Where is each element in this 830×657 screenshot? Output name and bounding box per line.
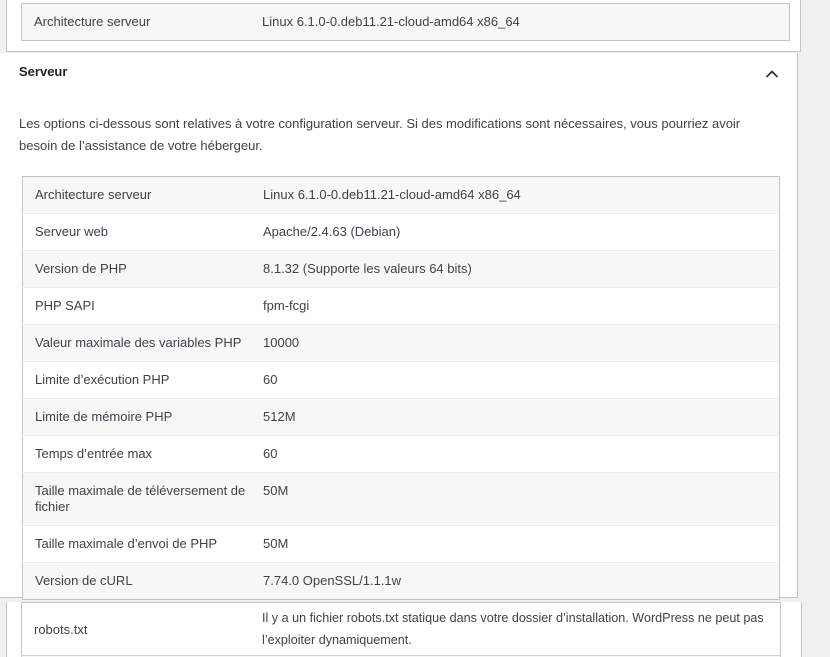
info-value: Linux 6.1.0-0.deb11.21-cloud-amd64 x86_64 [263,187,521,202]
table-row [23,214,780,251]
previous-section-panel [6,0,801,52]
table-row [23,177,780,214]
info-value: Apache/2.4.63 (Debian) [263,224,401,239]
info-label: Taille maximale d’envoi de PHP [35,536,218,551]
table-row [23,362,780,399]
chevron-up-icon [759,64,785,84]
server-accordion-header[interactable] [0,53,797,93]
info-label: Limite d’exécution PHP [35,372,170,387]
section-title: Serveur [19,64,68,79]
info-value: 50M [263,483,289,498]
robots-info-table [21,602,781,657]
table-row [23,563,780,600]
info-label: Serveur web [35,224,108,239]
table-row [23,473,780,526]
info-label: robots.txt [34,622,88,637]
info-label: Valeur maximale des variables PHP [35,335,242,350]
info-label: Taille maximale de téléversement de fichier [35,483,246,514]
info-label: Version de cURL [35,573,133,588]
info-value: 8.1.32 (Supporte les valeurs 64 bits) [263,261,472,276]
info-value: fpm-fcgi [263,298,310,313]
table-row [23,436,780,473]
server-info-table [22,176,780,600]
table-row [23,526,780,563]
info-value: Il y a un fichier robots.txt statique dans votre dossier d’installation. WordPress ne peut pas l’exploiter dynamiquement. [262,611,764,647]
table-row [22,4,790,41]
previous-info-table [21,3,790,41]
info-label: Architecture serveur [34,14,151,29]
info-label: Limite de mémoire PHP [35,409,173,424]
table-row [23,325,780,362]
info-value: 50M [263,536,289,551]
table-row [23,288,780,325]
info-value: 10000 [263,335,300,350]
collapse-section-button[interactable] [759,61,785,87]
table-row [23,399,780,436]
info-label: Architecture serveur [35,187,152,202]
table-row [22,603,781,656]
table-row [23,251,780,288]
info-label: PHP SAPI [35,298,95,313]
robots-section-panel [6,602,802,657]
info-value: Linux 6.1.0-0.deb11.21-cloud-amd64 x86_64 [262,14,520,29]
section-description: Les options ci-dessous sont relatives à votre configuration serveur. Si des modifications sont nécessaires, vous pourriez avoir besoin de l’assistance de votre hébergeur. [19,116,741,153]
server-section-panel [0,53,798,598]
info-label: Temps d’entrée max [35,446,153,461]
info-label: Version de PHP [35,261,127,276]
info-value: 512M [263,409,296,424]
info-value: 60 [263,446,278,461]
info-value: 60 [263,372,278,387]
server-info-rows [23,177,780,600]
info-value: 7.74.0 OpenSSL/1.1.1w [263,573,402,588]
